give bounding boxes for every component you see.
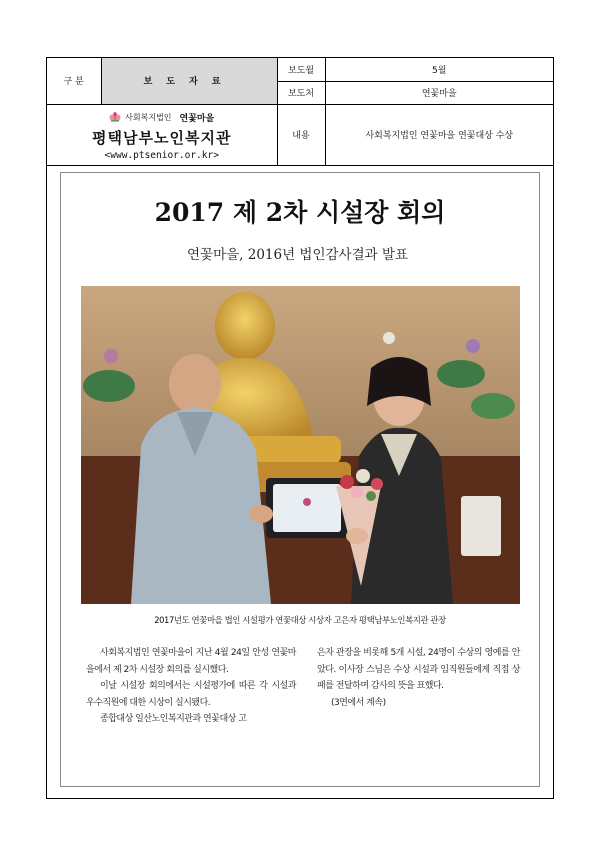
header-table xyxy=(47,58,553,166)
doc-type-title: 보도자료 xyxy=(101,58,277,104)
article-column-1 xyxy=(86,645,296,728)
category-label: 구 분 xyxy=(47,58,101,104)
row-value-content: 사회복지법인 연꽃마을 연꽃대상 수상 xyxy=(325,104,553,165)
col1-paragraph-1: 사회복지법인 연꽃마을이 지난 4월 24일 안성 연꽃마을에서 제 2차 시설장 회의를 실시했다. xyxy=(86,648,296,675)
org-prefix: 사회복지법인 xyxy=(125,112,172,122)
photo-caption: 2017년도 연꽃마을 법인 시설평가 연꽃대상 시상자 고은자 평택남부노인복지관 관장 xyxy=(154,615,446,625)
col2-paragraph-1: 은자 관장을 비롯해 5개 시설, 24명이 수상의 영예를 안았다. 이사장 스님은 수상 시설과 임직원들에게 직접 상패를 전달하며 감사의 뜻을 표했다. xyxy=(317,648,520,691)
col1-paragraph-3: 종합대상 일산노인복지관과 연꽃대상 고 xyxy=(100,714,247,724)
org-parent: 연꽃마을 xyxy=(179,113,215,124)
article-column-2 xyxy=(317,645,520,711)
col2-continued-note: (3면에서 계속) xyxy=(331,697,386,708)
org-name: 평택남부노인복지관 xyxy=(92,128,232,147)
row-label-outlet: 보도처 xyxy=(277,81,325,104)
row-value-month: 5월 xyxy=(325,58,553,81)
article-headline: 2017 제 2차 시설장 회의 xyxy=(154,198,446,227)
lotus-logo-icon xyxy=(109,112,121,122)
press-release-frame xyxy=(46,57,554,799)
org-logo-block xyxy=(47,104,277,165)
award-photo xyxy=(81,286,520,604)
col1-paragraph-2: 이날 시설장 회의에서는 시설평가에 따른 각 시설과 우수직원에 대한 시상이 실시됐다. xyxy=(86,681,296,708)
row-label-content: 내용 xyxy=(277,104,325,165)
row-value-outlet: 연꽃마을 xyxy=(325,81,553,104)
row-label-month: 보도월 xyxy=(277,58,325,81)
article-subhead: 연꽃마을, 2016년 법인감사결과 발표 xyxy=(187,247,409,263)
org-url: <www.ptsenior.or.kr> xyxy=(104,149,219,161)
newspaper-clipping xyxy=(60,172,540,787)
